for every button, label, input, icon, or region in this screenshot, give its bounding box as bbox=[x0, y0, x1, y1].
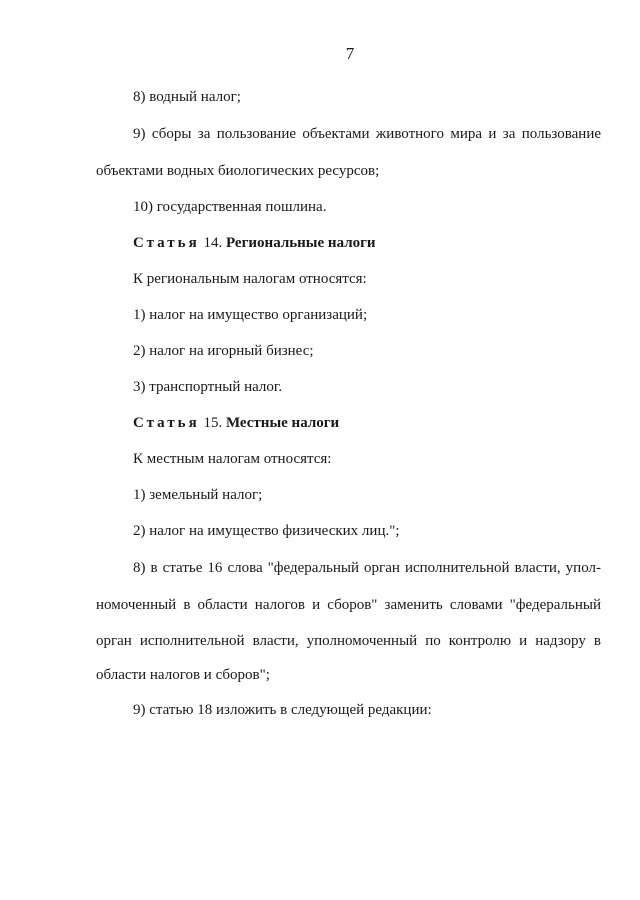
amendment-paragraph-line: номоченный в области налогов и сборов" заменить словами "федеральный bbox=[96, 597, 601, 613]
list-item-continuation: объектами водных биологических ресурсов; bbox=[96, 163, 380, 179]
list-item: 2) налог на игорный бизнес; bbox=[133, 343, 314, 359]
list-item: 10) государственная пошлина. bbox=[133, 199, 327, 215]
article-number: 15. bbox=[203, 415, 223, 431]
amendment-paragraph-line: орган исполнительной власти, уполномоченный по контролю и надзору в bbox=[96, 633, 601, 649]
article-label: Статья bbox=[133, 235, 200, 251]
article-14-heading bbox=[133, 236, 376, 251]
list-item: 8) водный налог; bbox=[133, 89, 241, 105]
amendment-paragraph-line: области налогов и сборов"; bbox=[96, 667, 270, 683]
amendment-paragraph: 9) статью 18 изложить в следующей редакции: bbox=[133, 702, 432, 718]
list-item: 2) налог на имущество физических лиц."; bbox=[133, 523, 400, 539]
article-intro: К региональным налогам относятся: bbox=[133, 271, 367, 287]
article-intro: К местным налогам относятся: bbox=[133, 451, 332, 467]
list-item: 1) налог на имущество организаций; bbox=[133, 307, 368, 323]
list-item: 9) сборы за пользование объектами животного мира и за пользование bbox=[133, 126, 601, 142]
page-number: 7 bbox=[345, 44, 355, 63]
article-15-heading bbox=[133, 416, 339, 431]
article-title: Региональные налоги bbox=[225, 235, 376, 251]
article-title: Местные налоги bbox=[225, 415, 340, 431]
list-item: 3) транспортный налог. bbox=[133, 379, 283, 395]
article-number: 14. bbox=[203, 235, 223, 251]
amendment-paragraph-line: 8) в статье 16 слова "федеральный орган исполнительной власти, упол- bbox=[133, 560, 601, 576]
article-label: Статья bbox=[133, 415, 200, 431]
list-item: 1) земельный налог; bbox=[133, 487, 263, 503]
